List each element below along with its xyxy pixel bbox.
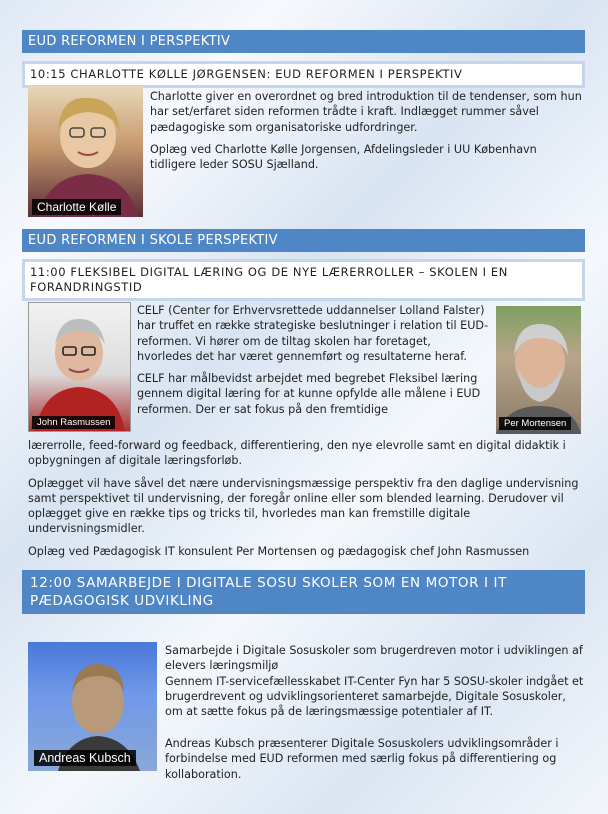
- section-header-1200: 12:00 SAMARBEJDE I DIGITALE SOSU SKOLER SOM EN MOTOR I IT PÆDAGOGISK UDVIKLING: [22, 570, 585, 614]
- portrait-illustration: [496, 306, 581, 434]
- speaker-photo-charlotte: [28, 86, 143, 217]
- photo-caption-andreas: Andreas Kubsch: [34, 750, 136, 766]
- session-3-text-bottom: [165, 736, 585, 782]
- session-2-description-2a: CELF har målbevidst arbejdet med begrebet Fleksibel læring gennem digital læring for at kunne opfylde alle målene i EUD reformen. Der er sat fokus på den fremtidige: [137, 372, 481, 416]
- session-2-presenter: Oplæg ved Pædagogisk IT konsulent Per Mortensen og pædagogisk chef John Rasmussen: [28, 544, 530, 558]
- session-2-text-bottom: [28, 438, 585, 559]
- session-2-text-top: [137, 303, 489, 417]
- session-3-presenter: Andreas Kubsch præsenterer Digitale Sosuskolers udviklingsområder i forbindelse med EUD reformen med særlig fokus på differentiering og kollaboration.: [165, 737, 559, 781]
- session-3-intro: Samarbejde i Digitale Sosuskoler som brugerdreven motor i udviklingen af elevers læringsmiljø: [165, 644, 583, 673]
- session-heading-1100: 11:00 FLEKSIBEL DIGITAL LÆRING OG DE NYE LÆRERROLLER – SKOLEN I EN FORANDRINGSTID: [22, 259, 585, 301]
- section-header-eud-perspektiv: EUD REFORMEN I PERSPEKTIV: [22, 30, 585, 53]
- section-header-skole-perspektiv: EUD REFORMEN I SKOLE PERSPEKTIV: [22, 229, 585, 252]
- speaker-photo-andreas: [28, 642, 157, 771]
- session-1-text: [150, 89, 585, 172]
- session-heading-1015: 10:15 CHARLOTTE KØLLE JØRGENSEN: EUD REFORMEN I PERSPEKTIV: [22, 61, 585, 88]
- photo-caption-john: John Rasmussen: [32, 416, 115, 429]
- session-1-description: Charlotte giver en overordnet og bred introduktion til de tendenser, som hun har set/erfaret siden reformen trådte i kraft. Indlægget rummer såvel pædagogiske som organisatoriske udfordringer.: [150, 90, 582, 134]
- session-3-text-top: [165, 643, 585, 719]
- session-3-description: Gennem IT-servicefællesskabet IT-Center Fyn har 5 SOSU-skoler indgået et brugerdrevent og udviklingsorienteret samarbejde, Digitale Sosuskoler, om at sætte fokus på de læringsmæssige potentialer af IT.: [165, 674, 584, 719]
- speaker-photo-per: [496, 306, 581, 434]
- speaker-photo-john: [28, 302, 131, 432]
- session-2-description-3: Oplægget vil have såvel det nære undervisningsmæssige perspektiv fra den daglige undervisning samt perspektivet til undervisning, der foregår online eller som blended learning. Derudover vil oplægget give en række tips og tricks til, hvorledes man kan fremstille digitale undervisningsmidler.: [28, 476, 579, 536]
- portrait-illustration: [28, 86, 143, 217]
- session-2-description-2b: lærerrolle, feed-forward og feedback, differentiering, den nye elevrolle samt en digital didaktik i opbygningen af digitale læringsforløb.: [28, 439, 566, 468]
- session-1-presenter: Oplæg ved Charlotte Kølle Jorgensen, Afdelingsleder i UU København tidligere leder SOSU Sjælland.: [150, 142, 537, 172]
- photo-caption-per: Per Mortensen: [499, 417, 571, 430]
- portrait-illustration: [29, 303, 130, 431]
- photo-caption-charlotte: Charlotte Kølle: [32, 199, 121, 215]
- session-2-description-1: CELF (Center for Erhvervsrettede uddannelser Lolland Falster) har truffet en række strategiske beslutninger i relation til EUD-reformen. Vi hører om de tiltag skolen har foretaget, hvorledes det har været gennemført og resultaterne heraf.: [137, 304, 489, 363]
